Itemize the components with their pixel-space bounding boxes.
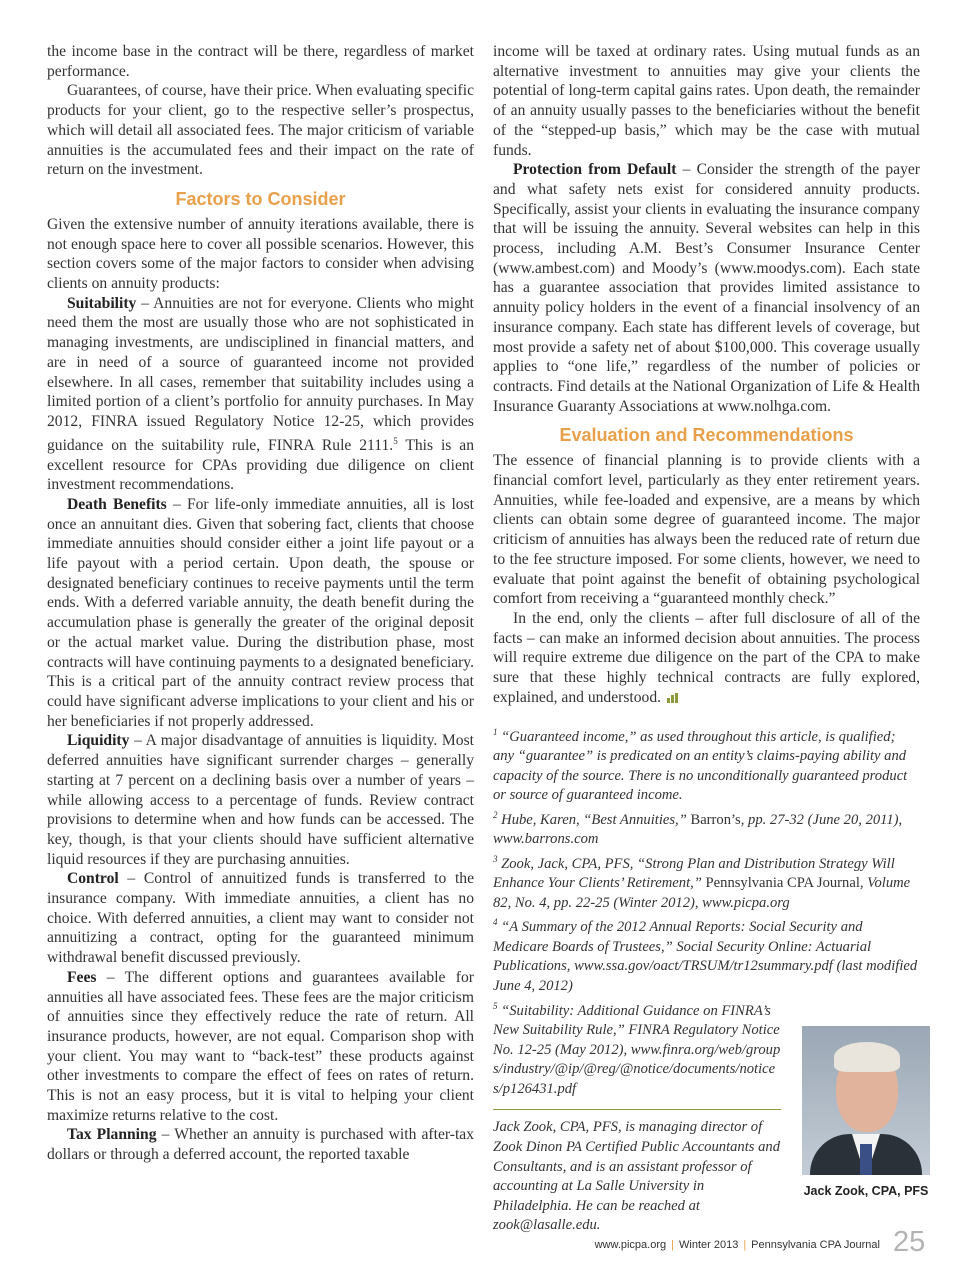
- footnote-number: 2: [493, 809, 498, 820]
- text: , Volume 82, No. 4, pp. 22-25 (Winter 2012), www.picpa.org: [493, 875, 911, 911]
- text: – The different options and guarantees available for annuities all have associated fees. These fees are the major criticism of annuities since they effectively reduce the rate of return. All insurance products, however, are not equal. Comparison shop with your client. You may want to “back-test” these products against other investments to compare the effect of fees on rates of return. This is not an easy process, but it is vital to helping your client maximize returns relative to the cost.: [47, 968, 474, 1124]
- text: – Whether an annuity is purchased with after-tax dollars or through a deferred account, the reported taxable: [47, 1126, 475, 1164]
- term: Liquidity: [67, 732, 130, 750]
- text: This is an excellent resource for CPAs providing due diligence on client investment recommendations.: [47, 436, 474, 494]
- footer-site: www.picpa.org: [594, 1239, 667, 1251]
- footnote-3: [493, 850, 920, 914]
- paragraph: the income base in the contract will be there, regardless of market performance.: [47, 43, 474, 80]
- author-bio: Jack Zook, CPA, PFS, is managing director of Zook Dinon PA Certified Public Accountants and Consultants, and is an assistant professor of accounting at La Salle University in Philadelphia. He can be reached at zook@lasalle.edu.: [493, 1119, 780, 1234]
- page-number: 25: [893, 1226, 926, 1258]
- author-photo: [802, 1026, 930, 1175]
- term: Control: [67, 870, 119, 888]
- paragraph-fees: [47, 968, 474, 1126]
- paragraph: income will be taxed at ordinary rates. Using mutual funds as an alternative investment to annuities may give your clients the potential of long-term capital gains rates. Upon death, the remainder of an annuity usually passes to the beneficiaries without the benefit of the “stepped-up basis,” which may be the case with mutual funds.: [493, 43, 920, 159]
- footnote-ref: 5: [393, 435, 398, 446]
- term: Death Benefits: [67, 495, 167, 513]
- left-column: [47, 42, 474, 1165]
- text: “Suitability: Additional Guidance on FINRA’s New Suitability Rule,” FINRA Regulatory Notice No. 12-25 (May 2012), www.finra.org/web/groups/industry/@ip/@reg/@notice/documents/notices/p126431.pdf: [493, 1002, 781, 1097]
- text: Pennsylvania CPA Journal: [705, 875, 860, 892]
- text: “Guaranteed income,” as used throughout this article, is qualified; any “guarantee” is predicated on an entity’s claims-paying ability and capacity of the source. There is no unconditionally guaranteed product or source of guaranteed income.: [493, 728, 908, 804]
- footnote-number: 1: [493, 726, 498, 737]
- text: , pp. 27-32 (June 20, 2011), www.barrons.com: [493, 811, 903, 848]
- paragraph: The essence of financial planning is to provide clients with a financial comfort level, particularly as they enter retirement years. Annuities, while fee-loaded and expensive, are a means by which clients can obtain some degree of guaranteed income. The major criticism of annuities has always been the reduced rate of return due to the fee structure imposed. For some clients, however, we need to evaluate that point against the benefit of obtaining psychological comfort from receiving a “guaranteed monthly check.”: [493, 452, 920, 608]
- divider: [493, 1109, 781, 1110]
- term: Suitability: [67, 294, 137, 312]
- text: Hube, Karen, “Best Annuities,”: [497, 811, 691, 828]
- paragraph-protection: [493, 160, 920, 416]
- footer-separator: |: [743, 1239, 747, 1251]
- footer-separator: |: [671, 1239, 674, 1251]
- photo-hair: [834, 1042, 900, 1072]
- photo-caption: Jack Zook, CPA, PFS: [803, 1184, 929, 1198]
- term: Tax Planning: [67, 1126, 157, 1144]
- term: Fees: [67, 968, 97, 986]
- paragraph-suitability: [47, 294, 474, 495]
- text: – A major disadvantage of annuities is liquidity. Most deferred annuities have significant surrender charges – generally starting at 7 percent on a declining basis over a number of years – while allowing access to a percentage of funds. Review contract provisions to determine when and how funds can be accessed. The key, though, is that your clients should have sufficient alternative liquid resources if they are purchasing annuities.: [47, 732, 474, 868]
- footnote-number: 4: [493, 917, 498, 928]
- paragraph-control: [47, 869, 474, 968]
- end-mark-icon: [667, 693, 681, 703]
- term: Protection from Default: [513, 161, 677, 179]
- paragraph: [493, 609, 920, 708]
- text: – Annuities are not for everyone. Clients who might need them the most are usually those who are not sophisticated in managing investments, are undisciplined in financial matters, and are in need of a source of guaranteed income not provided elsewhere. In all cases, remember that suitability includes using a limited portion of a client’s portfolio for annuity purchases. In May 2012, FINRA issued Regulatory Notice 12-25, which provides guidance on the suitability rule, FINRA Rule 2111.: [47, 294, 474, 454]
- paragraph-death-benefits: [47, 495, 474, 731]
- footnote-wrap: [493, 997, 781, 1100]
- footer-journal: Pennsylvania CPA Journal: [751, 1239, 880, 1251]
- text: – For life-only immediate annuities, all is lost once an annuitant dies. Given that sobering fact, clients that choose immediate annuities should consider either a joint life payout or a life payout with a period certain. Upon death, the spouse or designated beneficiary continues to receive payments until the term ends. With a deferred variable annuity, the death benefit during the accumulation phase is generally the greater of the original deposit or the actual market value. During the distribution phase, most contracts will have continuing payments to a designated beneficiary. This is a critical part of the annuity contract review process that could have significant adverse implications to your client and his or her beneficiaries if not properly addressed.: [47, 495, 474, 730]
- footnote-4: [493, 913, 920, 996]
- page-footer: [540, 1239, 880, 1251]
- text: In the end, only the clients – after full disclosure of all of the facts – can make an informed decision about annuities. The process will require extreme due diligence on the part of the CPA to make sure that these highly technical contracts are fully explored, explained, and understood.: [493, 609, 920, 706]
- paragraph-tax-planning: [47, 1125, 474, 1164]
- photo-tie: [860, 1144, 872, 1175]
- paragraph: Guarantees, of course, have their price. When evaluating specific products for your client, go to the respective seller’s prospectus, which will detail all associated fees. The major criticism of variable annuities is the accumulated fees and their impact on the rate of return on the investment.: [47, 82, 474, 179]
- footnote-number: 5: [493, 1000, 498, 1011]
- footnote-5: [493, 997, 781, 1100]
- footnote-1: [493, 723, 920, 806]
- section-heading-factors: Factors to Consider: [175, 188, 346, 209]
- text: – Consider the strength of the payer and what safety nets exist for considered annuity products. Specifically, assist your clients in evaluating the insurance company that will be issuing the annuity. Several websites can help in this process, including A.M. Best’s Consumer Insurance Center (www.ambest.com) and Moody’s (www.moodys.com). Each state has a guarantee association that provides limited assistance to annuity policy holders in the event of a financial insolvency of an insurance company. Each state has different levels of coverage, but most provide a safety net of about $100,000. This coverage usually applies to “one life,” regardless of the number of policies or contracts. Find details at the National Organization of Life & Health Insurance Guaranty Associations at www.nolhga.com.: [493, 161, 920, 415]
- footnote-2: [493, 806, 920, 850]
- text: – Control of annuitized funds is transferred to the insurance company. With immediate annuities, a client has no choice. With deferred annuities, a client may want to consider not annuitizing a contract, opting for the guaranteed minimum withdrawal benefit discussed previously.: [47, 870, 474, 967]
- text: Zook, Jack, CPA, PFS, “Strong Plan and Distribution Strategy Will Enhance Your Clients’ Retirement,”: [493, 855, 895, 892]
- text: “A Summary of the 2012 Annual Reports: Social Security and Medicare Boards of Trustees,” Social Security Online: Actuarial Publications, www.ssa.gov/oact/TRSUM/tr12summary.pdf (last modified June 4, 2012): [493, 919, 918, 995]
- paragraph: Given the extensive number of annuity iterations available, there is not enough space here to cover all possible scenarios. However, this section covers some of the major factors to consider when advising clients on annuity products:: [47, 215, 474, 293]
- section-heading-evaluation: Evaluation and Recommendations: [559, 425, 854, 446]
- footer-issue: Winter 2013: [679, 1239, 739, 1251]
- text: Barron’s: [690, 811, 741, 828]
- paragraph-liquidity: [47, 731, 474, 869]
- footnote-number: 3: [493, 853, 498, 864]
